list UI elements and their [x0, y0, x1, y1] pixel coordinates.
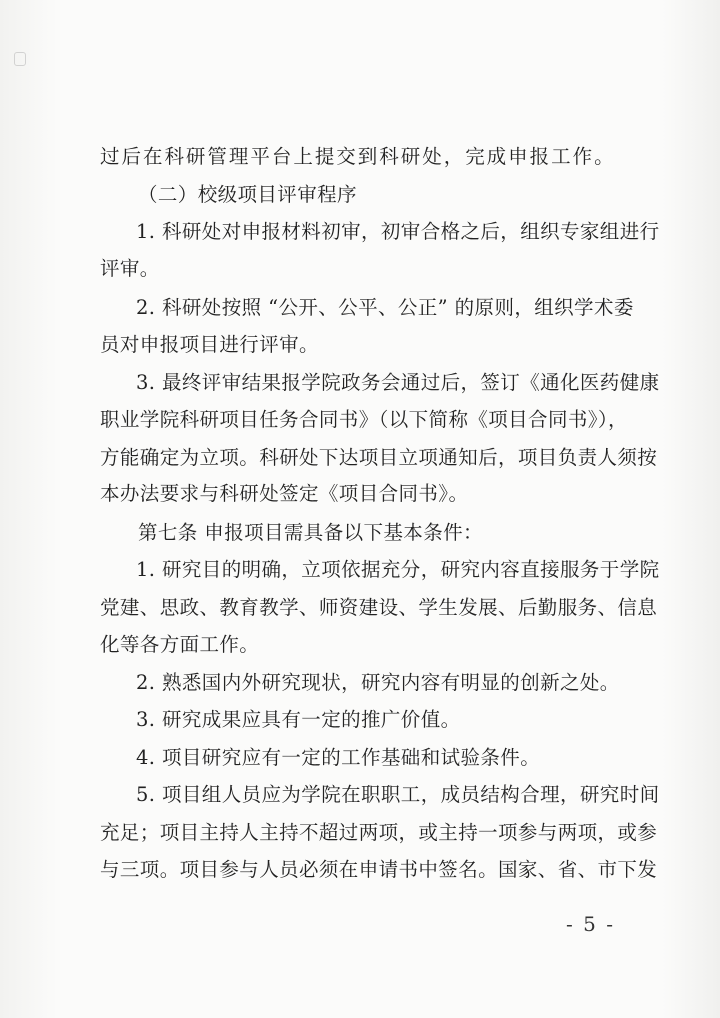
paragraph-line: 方能确定为立项。科研处下达项目立项通知后，项目负责人须按 [100, 446, 658, 469]
article-heading: 第七条 申报项目需具备以下基本条件： [138, 521, 483, 544]
paragraph-line: 2. 科研处按照 “公开、公平、公正” 的原则，组织学术委 [136, 296, 634, 319]
paragraph-line: 过后在科研管理平台上提交到科研处，完成申报工作。 [100, 145, 614, 168]
paragraph-line: 与三项。项目参与人员必须在申请书中签名。国家、省、市下发 [100, 858, 658, 881]
paragraph-line: 3. 研究成果应具有一定的推广价值。 [136, 708, 461, 731]
paragraph-line: 3. 最终评审结果报学院政务会通过后，签订《通化医药健康 [136, 371, 660, 394]
paragraph-line: 4. 项目研究应有一定的工作基础和试验条件。 [136, 746, 541, 769]
paragraph-line: 2. 熟悉国内外研究现状，研究内容有明显的创新之处。 [136, 671, 620, 694]
scan-artifact [14, 52, 26, 66]
paragraph-line: 1. 研究目的明确，立项依据充分，研究内容直接服务于学院 [136, 558, 660, 581]
section-heading: （二）校级项目评审程序 [138, 183, 357, 206]
paragraph-line: 职业学院科研项目任务合同书》（以下简称《项目合同书》）， [100, 408, 628, 431]
paragraph-line: 员对申报项目进行评审。 [100, 333, 319, 356]
paragraph-line: 1. 科研处对申报材料初审，初审合格之后，组织专家组进行 [136, 220, 660, 243]
paragraph-line: 5. 项目组人员应为学院在职职工，成员结构合理，研究时间 [136, 783, 660, 806]
paragraph-line: 评审。 [100, 257, 160, 280]
paragraph-line: 本办法要求与科研处签定《项目合同书》。 [100, 482, 469, 505]
paragraph-line: 化等各方面工作。 [100, 633, 260, 656]
page-number: - 5 - [566, 912, 615, 936]
paragraph-line: 党建、思政、教育教学、师资建设、学生发展、后勤服务、信息 [100, 596, 658, 619]
paragraph-line: 充足；项目主持人主持不超过两项，或主持一项参与两项，或参 [100, 821, 658, 844]
